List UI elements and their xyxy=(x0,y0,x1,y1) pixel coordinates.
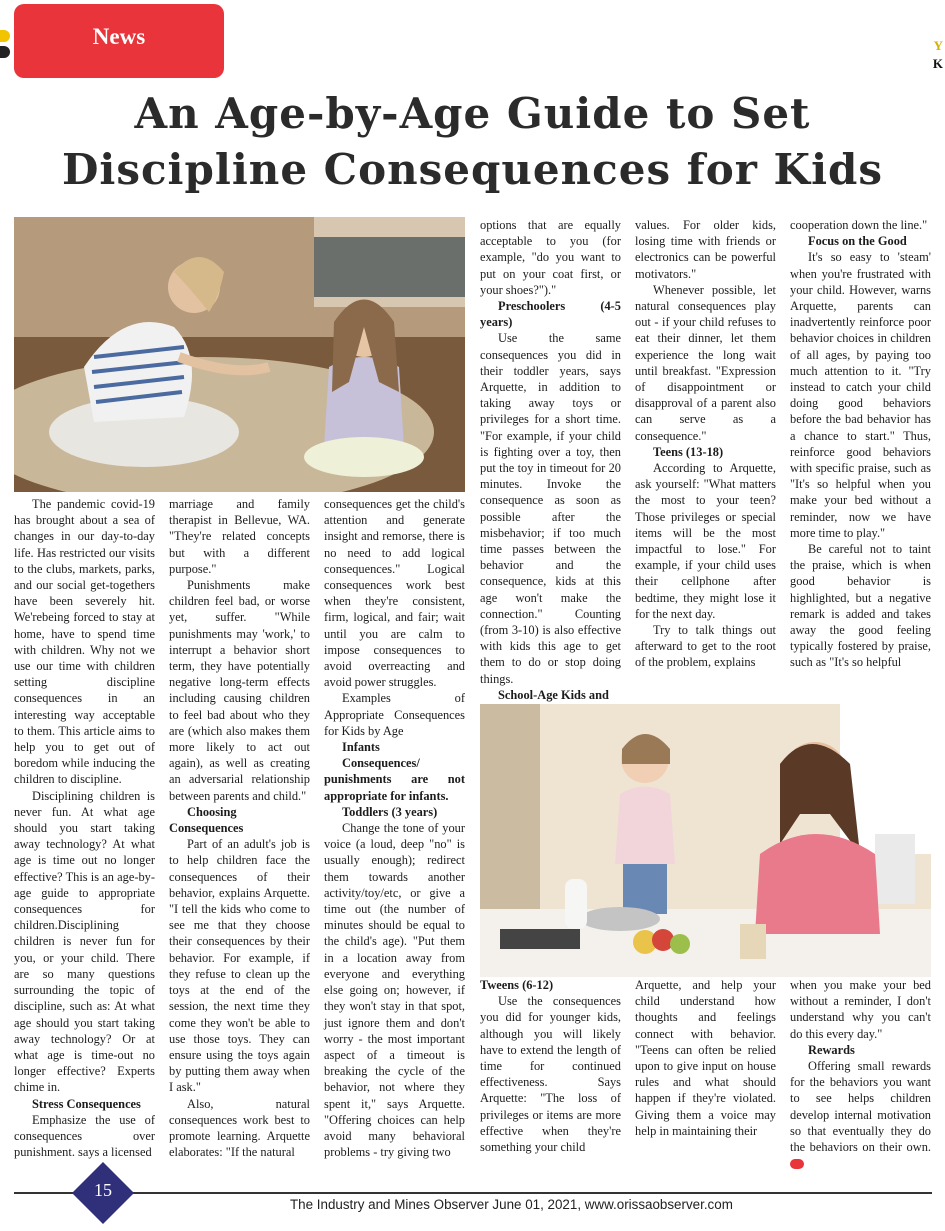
column-7 xyxy=(480,977,621,1155)
page-number: 15 xyxy=(94,1180,112,1200)
col6-paragraph: Be careful not to taint the praise, which is when good behavior is highlighted, but a negative remark is added and takes away the good feeling typically fostered by praise, such as "It's so helpful xyxy=(790,542,931,670)
col4-paragraph: Use the same consequences you did in their toddler years, says Arquette, in addition to taking away toys or privileges for a short time. "For example, if your child is fighting over a toy, then put the toy in timeout for 20 minutes. Invoke the consequence as soon as possible after the misbehavior; if too much time passes between the behavior and the consequence, kids at this age won't make the connection." Counting (from 3-10) is also effective with kids this age to get them to do or stop doing things. xyxy=(480,331,621,686)
col9-paragraph: when you make your bed without a reminder, I don't understand why you can't do this every day." xyxy=(790,978,931,1041)
col9-last-paragraph-text: Offering small rewards for the behaviors you want to see helps children develop internal motivation so that eventually they do the behaviors on their own. xyxy=(790,1059,931,1155)
section-tab-news: News xyxy=(14,4,224,78)
col6-subhead: Focus on the Good xyxy=(808,234,907,249)
col4-subhead: Preschoolers (4-5 years) xyxy=(480,299,621,330)
col3-paragraph: Change the tone of your voice (a loud, deep "no" is usually enough); redirect them towards another activity/toy/etc, or give a time out (the number of minutes should be equal to the child's age). "Put them in a location away from everyone and everything else going on; however, if they won't stay in that spot, just ignore them and don't worry - the most important aspect of a timeout is breaking the cycle of the behavior, not where they spent it," says Arquette. "Offering choices can help avoid many behavioral problems - try giving two xyxy=(324,821,465,1160)
column-8 xyxy=(635,977,776,1139)
col2-paragraph: Also, natural consequences work best to promote learning. Arquette elaborates: "If the natural xyxy=(169,1096,310,1160)
col1-paragraph: The pandemic covid-19 has brought about a sea of changes in our day-to-day life. Has restricted our visits to the clubs, markets, parks, and our social get-togethers have been severely hit. We'rebeing forced to stay at home, have to spend time with children. Why not we use our time with children setting discipline consequences in an interesting way acceptable to them. This article aims to help you to get out of boredom while inducing the children to discipline. xyxy=(14,497,155,787)
col1-paragraph: Disciplining children is never fun. At what age should you start taking away technology? At what age is time out no longer effective? This is an age-by-age guide to appropriate consequences for children.Disciplining children is never fun for you, or your child. There are so many questions surrounding the topic of discipline, such as: At what age should you start taking away technology? Or at what age is time-out no longer effective? Experts chime in. xyxy=(14,788,155,1095)
col2-paragraph: marriage and family therapist in Bellevue, WA. "They're related concepts but with a different purpose." xyxy=(169,497,310,576)
col2-subhead: Choosing Consequences xyxy=(169,804,244,836)
col1-subhead: Stress Consequences xyxy=(32,1096,141,1111)
col1-paragraph: Emphasize the use of consequences over punishment. says a licensed xyxy=(14,1112,155,1160)
col9-paragraph xyxy=(790,1058,931,1171)
column-9 xyxy=(790,977,931,1171)
footer-publication-line: The Industry and Mines Observer June 01, 2021, www.orissaobserver.com xyxy=(290,1197,733,1212)
col3-paragraph: consequences get the child's attention and generate insight and remorse, there is no need to add logical consequences." Logical consequences work best when they're consistent, firm, logical, and fair; wait until you are calm to impose consequences to avoid overreacting and avoid power struggles. xyxy=(324,497,465,690)
col3-paragraph: Examples of Appropriate Consequences for Kids by Age xyxy=(324,691,465,738)
headline-line-2: Discipline Consequences for Kids xyxy=(61,145,884,194)
footer-rule xyxy=(14,1192,932,1194)
col7-subhead: Tweens (6-12) xyxy=(480,978,554,992)
col5-paragraph: Whenever possible, let natural consequences play out - if your child refuses to eat their dinner, let them experience the long wait until breakfast. "Expression of disappointment or disapproval of a parent also can serve as a consequence." xyxy=(635,282,776,443)
col2-paragraph: Punishments make children feel bad, or worse yet, suffer. "While punishments may 'work,' to interrupt a behavior short term, they have potentially negative long-term effects including causing children to feel bad about who they are (which also makes them more likely to act out again), as well as creating an adversarial relationship between parents and child." xyxy=(169,578,310,803)
edge-letter-y: Y xyxy=(933,38,943,53)
edge-letter-k: K xyxy=(932,56,943,71)
col4-subhead: School-Age Kids and xyxy=(498,687,609,702)
end-of-article-icon xyxy=(790,1159,804,1169)
column-2 xyxy=(169,496,310,1160)
col2-paragraph: Part of an adult's job is to help children face the consequences of their behavior, explains Arquette. "I tell the kids who come to see me that they choose their consequences by their behavior. For example, if they refuse to clean up the toys at the end of the session, the next time they come they won't be able to use those toys. They can ensure using the toys again by putting them away when I ask." xyxy=(169,837,310,1095)
col5-subhead: Teens (13-18) xyxy=(653,444,724,459)
col8-paragraph: Arquette, and help your child understand how thoughts and feelings connect with behavior. "Teens can often be relied upon to give input on house rules and what should happen if they're violated. Giving them a voice may help in maintaining their xyxy=(635,978,776,1138)
col5-paragraph: Try to talk things out afterward to get to the root of the problem, explains xyxy=(635,623,776,670)
headline xyxy=(0,86,945,198)
col6-paragraph: cooperation down the line." xyxy=(790,218,928,232)
photo-kitchen-laughing xyxy=(480,704,931,977)
col7-paragraph: Use the consequences you did for younger kids, although you will likely have to extend the length of time for continued effectiveness. Says Arquette: "The loss of privileges or items are more effective when they're something your child xyxy=(480,994,621,1155)
column-3 xyxy=(324,496,465,1160)
col9-subhead: Rewards xyxy=(808,1042,855,1057)
col3-subhead: Consequences/ punishments are not appropriate for infants. xyxy=(324,756,465,803)
column-5 xyxy=(635,217,776,671)
column-4 xyxy=(480,217,621,703)
registration-mark-black xyxy=(0,46,10,58)
column-1 xyxy=(14,496,155,1160)
column-6 xyxy=(790,217,931,671)
col5-paragraph: According to Arquette, ask yourself: "What matters the most to your teen? Those privileges or special items will be the most impactful to lose." For example, if your child uses their cellphone after bedtime, they might lose it for the next day. xyxy=(635,461,776,621)
headline-line-1: An Age-by-Age Guide to Set xyxy=(134,89,811,138)
col3-subhead: Infants xyxy=(342,740,380,755)
photo-mother-daughter-floor-art xyxy=(14,217,465,492)
col4-paragraph: options that are equally acceptable to you (for example, "do you want to put on your coat first, or your shoes?")." xyxy=(480,218,621,297)
col6-paragraph: It's so easy to 'steam' when you're frustrated with your child. However, warns Arquette, parents can inadvertently reinforce poor behavior choices in children of all ages, by paying too much attention to it. "Try instead to catch your child doing good behaviors before the bad behavior has a chance to start." Thus, reinforce good behaviors with specific praise, such as "It's so helpful when you make your bed without a reminder, now we have more time to play." xyxy=(790,250,931,540)
col5-paragraph: values. For older kids, losing time with friends or electronics can be powerful motivators." xyxy=(635,218,776,281)
photo-mother-daughter-floor xyxy=(14,217,465,492)
registration-mark-yellow xyxy=(0,30,10,42)
photo-kitchen-laughing-art xyxy=(480,704,931,977)
col3-subhead: Toddlers (3 years) xyxy=(342,804,438,819)
